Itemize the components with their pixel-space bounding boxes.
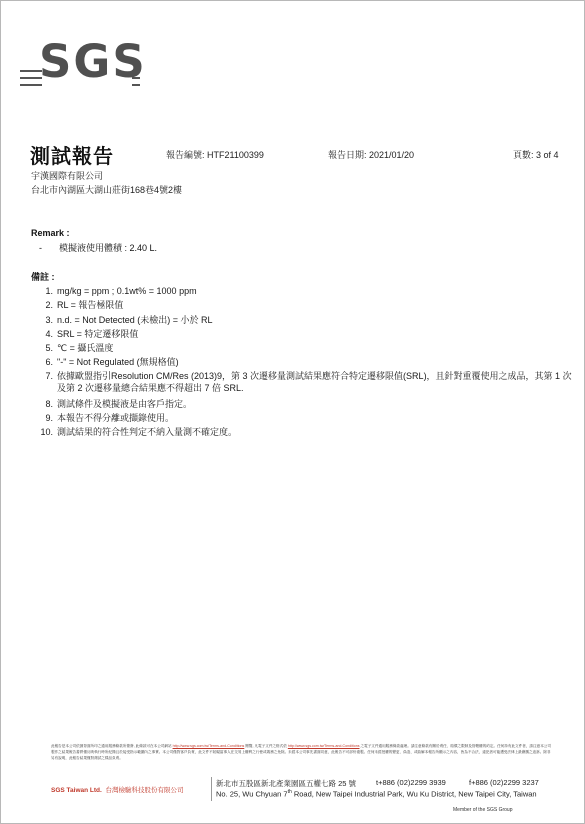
note-item: 9. 本報告不得分離或擷錄使用。 — [45, 413, 175, 424]
remark-text: 模擬液使用體積 : 2.40 L. — [59, 243, 158, 253]
footer-company: SGS Taiwan Ltd. 台灣檢驗科技股份有限公司 — [51, 787, 184, 794]
remark-label: Remark : — [31, 228, 70, 238]
footer-phone: t+886 (02)2299 3939 — [376, 778, 446, 787]
notes-label: 備註 : — [31, 272, 55, 282]
sgs-logo: SGS — [20, 41, 140, 91]
note-item: 3. n.d. = Not Detected (未檢出) = 小於 RL — [45, 314, 213, 325]
report-date: 報告日期: 2021/01/20 — [328, 150, 415, 160]
terms-link-2[interactable]: http://www.sgs.com.tw/Terms-and-Conditions — [287, 744, 360, 748]
note-item: 4. SRL = 特定遷移限值 — [45, 328, 139, 339]
footer-address-zh: 新北市五股區新北產業園區五權七路 25 號 — [216, 779, 357, 788]
customer-name: 宇漢國際有限公司 — [31, 171, 104, 181]
footer-address-en: No. 25, Wu Chyuan 7th Road, New Taipei Industrial Park, Wu Ku District, New Taipei City, Taiwan — [216, 789, 537, 799]
note-item: 8. 測試條件及模擬液是由客戶指定。 — [45, 398, 193, 409]
note-item: 2. RL = 報告極限值 — [45, 300, 124, 311]
remark-dash: - — [39, 243, 42, 253]
page-number: 頁數: 3 of 4 — [513, 150, 559, 160]
customer-address: 台北市內湖區大湖山莊街168巷4號2樓 — [31, 185, 183, 195]
note-item: 6. "-" = Not Regulated (無規格值) — [45, 357, 179, 368]
terms-link-1[interactable]: http://www.sgs.com.tw/Terms-and-Conditions — [172, 744, 245, 748]
note-item: 5. ℃ = 攝氏溫度 — [45, 343, 114, 354]
footer-divider — [211, 777, 212, 801]
report-title: 測試報告 — [30, 146, 114, 168]
footer-member: Member of the SGS Group — [453, 807, 513, 813]
footer-fax: f+886 (02)2299 3237 — [469, 778, 539, 787]
note-item: 7. 依據歐盟指引Resolution CM/Res (2013)9，第 3 次遷移量測試結果應符合特定遷移限值(SRL)，且針對重覆使用之成品，其第 1 次及第 2 次遷移量總合結果應不得超出 7 倍 SRL. — [45, 370, 572, 394]
note-item: 10. 測試結果的符合性判定不納入量測不確定度。 — [40, 427, 238, 438]
notes-list — [39, 284, 579, 440]
footer-disclaimer: 此報告是本公司依據背面所印之通用服務條款所簽發, 此條款可在本公司網站 http://www.sgs.com.tw/Terms-and-Conditions 閱覽, 凡電子文件之格式依 http://www.sgs.com.tw/Terms-and-Conditions 之電子文件通用服務條款處理。請注意條款有關於責任、賠償之限制及管轄權的約定。任何持有此文件者，請注意本公司製作之結果報告書將僅反映執行時所紀錄且於接受指示範圍內之事實。本公司僅對客戶負責，此文件不妨礙當事人在交易上權利之行使或義務之免除。未經本公司事先書面同意，此報告不可部份複製。任何未經授權的變更、偽造、或曲解本報告所顯示之內容，皆為不合法，違犯者可能遭受法律上最嚴厲之追訴。除非另有說明，此報告結果僅對測試之樣品負責。 — [51, 744, 551, 760]
report-number: 報告編號: HTF21100399 — [166, 150, 264, 160]
note-item: 1. mg/kg = ppm ; 0.1wt% = 1000 ppm — [45, 286, 197, 296]
remark-item — [39, 241, 157, 254]
